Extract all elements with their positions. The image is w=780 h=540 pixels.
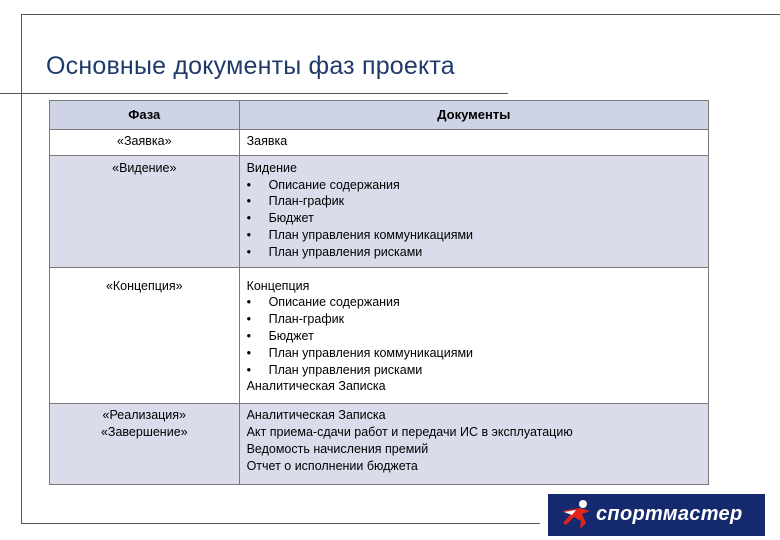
table-row-concept (50, 267, 709, 404)
frame-top-line (21, 14, 780, 15)
phase-label: «Видение» (112, 160, 177, 175)
document-bullet-item: • План управления коммуникациями (246, 345, 474, 360)
phase-cell (50, 267, 240, 404)
document-item: Аналитическая Записка (246, 379, 386, 394)
document-bullet-item: • План управления рисками (246, 362, 423, 377)
document-bullet-item: • План-график (246, 312, 345, 327)
frame-left-line (21, 14, 22, 524)
table-row-request (50, 130, 709, 156)
bullet-icon: • (246, 211, 251, 226)
document-item: Акт приема-сдачи работ и передачи ИС в эксплуатацию (246, 424, 573, 439)
table-row-vision (50, 155, 709, 267)
document-bullet-item: • План управления рисками (246, 244, 423, 259)
phase-label: «Заявка» (117, 134, 172, 148)
document-item: Ведомость начисления премий (246, 441, 429, 456)
title-underline (0, 93, 508, 94)
documents-cell (239, 267, 708, 404)
bullet-icon: • (246, 227, 251, 242)
phase-label: «Завершение» (100, 424, 188, 439)
slide-title: Основные документы фаз проекта (46, 52, 455, 80)
header-phase: Фаза (50, 101, 240, 130)
document-bullet-item: • Описание содержания (246, 295, 400, 310)
document-item: Отчет о исполнении бюджета (246, 458, 418, 473)
document-bullet-item: • Бюджет (246, 211, 314, 226)
document-bullet-item: • План управления коммуникациями (246, 227, 474, 242)
phase-cell (50, 155, 240, 267)
bullet-icon: • (246, 362, 251, 377)
bullet-icon: • (246, 345, 251, 360)
documents-cell (239, 130, 708, 156)
frame-bottom-line (21, 523, 540, 524)
phase-cell (50, 404, 240, 485)
bullet-icon: • (246, 312, 251, 327)
bullet-icon: • (246, 244, 251, 259)
sportmaster-logo (548, 494, 765, 536)
document-bullet-item: • Бюджет (246, 328, 314, 343)
document-item: Заявка (246, 134, 288, 148)
table-header-row (50, 101, 709, 130)
bullet-icon: • (246, 295, 251, 310)
document-item: Аналитическая Записка (246, 408, 386, 423)
phase-cell (50, 130, 240, 156)
document-item: Концепция (246, 278, 310, 293)
logo-text: спортмастер (596, 503, 743, 525)
header-documents: Документы (239, 101, 708, 130)
phase-label: «Концепция» (105, 278, 183, 293)
document-item: Видение (246, 160, 297, 175)
bullet-icon: • (246, 328, 251, 343)
bullet-icon: • (246, 177, 251, 192)
documents-cell (239, 155, 708, 267)
bullet-icon: • (246, 194, 251, 209)
document-bullet-item: • План-график (246, 194, 345, 209)
documents-cell (239, 404, 708, 485)
runner-icon (560, 499, 596, 531)
table-row-implementation (50, 404, 709, 485)
document-bullet-item: • Описание содержания (246, 177, 400, 192)
phase-documents-table (49, 100, 709, 485)
phase-label: «Реализация» (102, 408, 187, 423)
